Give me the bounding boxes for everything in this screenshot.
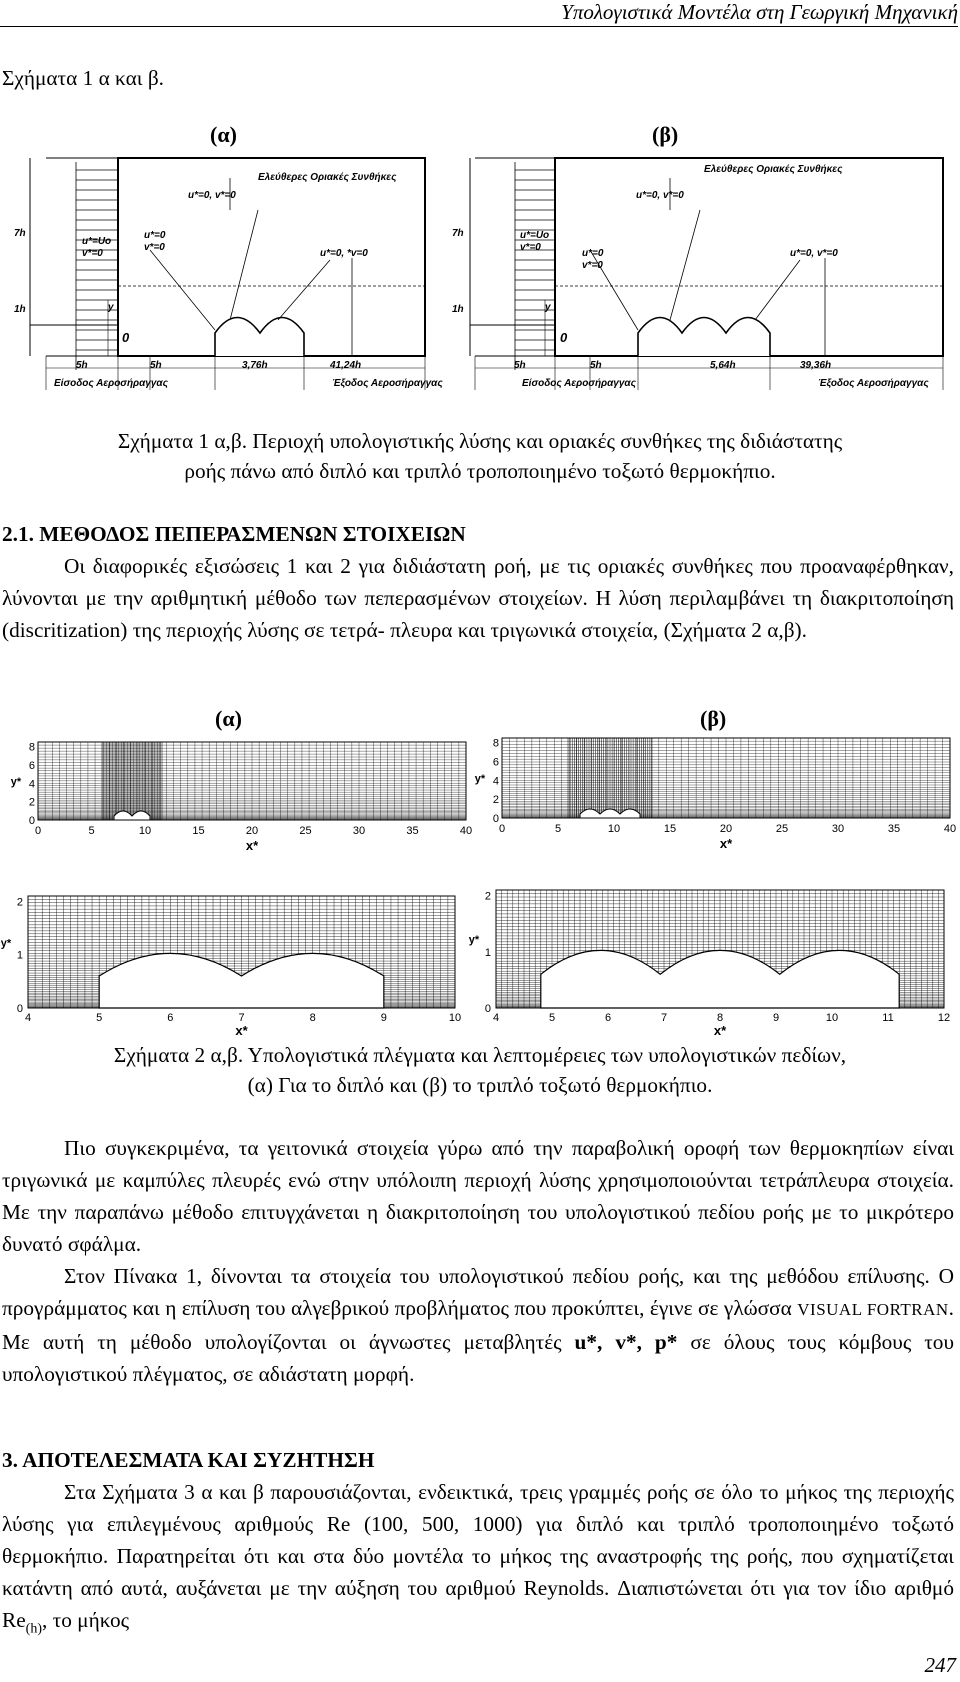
x-tick-label: 35 — [406, 825, 419, 837]
figure1-caption-line1: Σχήματα 1 α,β. Περιοχή υπολογιστικής λύσης και οριακές συνθήκες της διδιάστατης — [117, 429, 843, 453]
x-tick-label: 5 — [554, 823, 562, 835]
figure1-diagrams — [10, 150, 950, 400]
y-tick-label: 2 — [16, 896, 23, 909]
x-tick-label: 35 — [887, 823, 901, 835]
y-b: y — [545, 302, 551, 313]
y-tick-label: 4 — [492, 775, 499, 788]
wall-bc2-a: v*=0 — [144, 242, 165, 253]
x-tick-label: 11 — [882, 1012, 894, 1024]
d3-a: 3,76h — [242, 360, 268, 371]
y-tick-label: 1 — [484, 946, 491, 959]
figure2-meshes — [0, 728, 960, 1038]
y-tick-label: 8 — [492, 737, 499, 750]
x-tick-label: 20 — [719, 823, 733, 835]
y-tick-label: 2 — [28, 796, 35, 809]
d2-b: 5h — [590, 360, 602, 371]
section3-paragraph — [2, 1476, 954, 1645]
h7-b: 7h — [452, 228, 464, 239]
d4-a: 41,24h — [330, 360, 362, 371]
y-tick-label: 8 — [28, 741, 35, 754]
outlet-label-b: Έξοδος Αεροσήραγγας — [818, 378, 929, 389]
solver-text-2: . Με αυτή τη μέθοδο υπολογίζονται οι άγνωστες μεταβλητές — [2, 1296, 954, 1354]
x-tick-label: 40 — [459, 825, 473, 837]
x-tick-label: 8 — [716, 1012, 724, 1024]
outlet-label-a: Έξοδος Αεροσήραγγας — [332, 378, 443, 389]
running-title: Υπολογιστικά Μοντέλα στη Γεωργική Μηχανική — [561, 0, 958, 24]
y-tick-label: 2 — [484, 890, 491, 903]
y-tick-label: 0 — [16, 1003, 23, 1015]
y-a: y — [108, 302, 114, 313]
y-tick-label: 4 — [28, 778, 35, 791]
inlet-label-b: Είσοδος Αεροσήραγγας — [522, 378, 636, 389]
d2-a: 5h — [150, 360, 162, 371]
x-tick-label: 5 — [88, 825, 95, 837]
x-axis-label: x* — [235, 1023, 248, 1038]
section3-subscript: (h) — [25, 1621, 42, 1637]
page-number: 247 — [924, 1653, 956, 1677]
top-bc-a: u*=0, v*=0 — [188, 190, 236, 201]
y-tick-label: 1 — [16, 949, 23, 962]
inlet-bc1-b: u*=Uo — [520, 230, 550, 241]
y-axis-label: y* — [474, 773, 486, 785]
y-tick-label: 0 — [492, 813, 499, 825]
mesh-plot-bottom-b — [469, 890, 950, 1038]
top-bc-b: u*=0, v*=0 — [636, 190, 684, 201]
section3-text: Στα Σχήματα 3 α και β παρουσιάζονται, ενδεικτικά, τρεις γραμμές ροής σε όλο το μήκος της περιοχής λύσης για επιλεγμένους αριθμούς Re (100, 500, 1000) για διπλό και τριπλό τροποποιημένο τοξωτό θερμοκήπιο. Παρατηρείται ότι και στα δύο μοντέλα το μήκος της αναστροφής της ροής, που σχηματίζεται κατάντη από αυτά, αυξάνεται με την αύξηση του αριθμού Reynolds. Διαπιστώνεται ότι για τον ίδιο αριθμό Re — [2, 1480, 954, 1632]
x-tick-label: 20 — [245, 825, 259, 837]
x-tick-label: 8 — [309, 1012, 316, 1024]
figure2-caption — [0, 1040, 960, 1100]
section21-paragraph: Οι διαφορικές εξισώσεις 1 και 2 για διδιάστατη ροή, με τις οριακές συνθήκες που προαναφέρθηκαν, λύνονται με την αριθμητική μέθοδο των πεπερασμένων στοιχείων. Η λύση περιλαμβάνει τη διακριτοποίηση (discritization) της περιοχής λύσης σε τετρά- πλευρα και τριγωνικά στοιχεία, (Σχήματα 2 α,β). — [2, 554, 954, 642]
x-tick-label: 4 — [492, 1012, 500, 1024]
domain-diagram-a — [14, 158, 443, 390]
x-tick-label: 25 — [775, 823, 789, 835]
solver-text-3: σε όλους τους κόμβους του υπολογιστικού πλέγματος, σε αδιάστατη μορφή. — [2, 1330, 955, 1386]
domain-diagram-b — [452, 158, 943, 390]
fig1-label-b: (β) — [652, 122, 679, 147]
figure2-caption-line1: Σχήματα 2 α,β. Υπολογιστικά πλέγματα και λεπτομέρειες των υπολογιστικών πεδίων, — [113, 1043, 847, 1067]
x-tick-label: 40 — [943, 823, 957, 835]
x-tick-label: 6 — [167, 1012, 174, 1024]
x-tick-label: 7 — [238, 1012, 245, 1024]
x-tick-label: 30 — [352, 825, 366, 837]
inlet-label-a: Είσοδος Αεροσήραγγας — [54, 378, 168, 389]
d3-b: 5,64h — [710, 360, 736, 371]
x-tick-label: 10 — [448, 1012, 462, 1024]
x-tick-label: 9 — [380, 1012, 387, 1024]
figure1-caption — [0, 426, 960, 486]
x-axis-label: x* — [245, 838, 259, 853]
mesh-plot-top-a — [11, 742, 472, 853]
y-axis-label: y* — [10, 775, 22, 788]
d1-a: 5h — [76, 360, 88, 371]
y-tick-label: 0 — [28, 815, 35, 827]
y-axis-label: y* — [468, 934, 480, 947]
inlet-bc2-b: v*=0 — [520, 242, 541, 253]
d4-b: 39,36h — [800, 360, 832, 371]
x-tick-label: 25 — [299, 825, 312, 837]
section3-text-end: , το μήκος — [42, 1608, 130, 1632]
y-tick-label: 6 — [28, 759, 35, 772]
zero-b: 0 — [560, 330, 568, 345]
x-axis-label: x* — [713, 1023, 727, 1038]
wall-bc1-b: u*=0 — [582, 248, 604, 259]
x-tick-label: 10 — [825, 1012, 839, 1024]
figure1-caption-line2: ροής πάνω από διπλό και τριπλό τροποποιημένο τοξωτό θερμοκήπιο. — [184, 459, 776, 483]
intro-line: Σχήματα 1 α και β. — [2, 66, 164, 90]
fig2-label-b: (β) — [700, 706, 727, 731]
d1-b: 5h — [514, 360, 526, 371]
x-tick-label: 9 — [772, 1012, 780, 1024]
greenhouse-detail-shape — [541, 950, 899, 1008]
right-bc-b: u*=0, v*=0 — [790, 248, 838, 259]
x-tick-label: 15 — [663, 823, 677, 835]
y-axis-label: y* — [0, 937, 12, 950]
greenhouse-shape — [580, 809, 640, 818]
y-tick-label: 6 — [492, 756, 499, 769]
mesh-plot-bottom-a — [1, 896, 461, 1038]
mesh-plot-top-b — [475, 738, 956, 851]
y-tick-label: 0 — [484, 1003, 491, 1015]
section21-heading: 2.1. ΜΕΘΟΔΟΣ ΠΕΠΕΡΑΣΜΕΝΩΝ ΣΤΟΙΧΕΙΩΝ — [2, 522, 466, 546]
inlet-bc1-a: u*=Uo — [82, 236, 112, 247]
x-tick-label: 6 — [604, 1012, 612, 1024]
x-tick-label: 10 — [138, 825, 152, 837]
h1-b: 1h — [452, 304, 464, 315]
x-tick-label: 0 — [34, 825, 42, 837]
wall-bc2-b: v*=0 — [582, 260, 603, 271]
paragraph-elements: Πιο συγκεκριμένα, τα γειτονικά στοιχεία γύρω από την παραβολική οροφή των θερμοκηπίων είναι τριγωνικά με καμπύλες πλευρές ενώ στην υπόλοιπη περιοχή λύσης χρησιμοποιούνται τετράπλευρα στοιχεία. Με την παραπάνω μέθοδο επιτυγχάνεται η διακριτοποίηση του υπολογιστικού πεδίου ροής με το μικρότερο δυνατό σφάλμα. — [2, 1136, 954, 1256]
y-tick-label: 2 — [492, 794, 499, 807]
x-tick-label: 4 — [24, 1012, 32, 1024]
x-axis-label: x* — [719, 836, 733, 851]
running-header — [0, 0, 958, 27]
x-tick-label: 0 — [498, 823, 506, 835]
h1-a: 1h — [14, 304, 26, 315]
zero-a: 0 — [122, 330, 130, 345]
fig1-label-a: (α) — [210, 122, 237, 147]
free-bc-a: Ελεύθερες Οριακές Συνθήκες — [258, 172, 397, 183]
right-bc-a: u*=0, *v=0 — [320, 248, 368, 259]
inlet-bc2-a: v*=0 — [82, 248, 103, 259]
x-tick-label: 15 — [192, 825, 205, 837]
solver-language: VISUAL FORTRAN — [797, 1300, 949, 1319]
x-tick-label: 5 — [96, 1012, 103, 1024]
free-bc-b: Ελεύθερες Οριακές Συνθήκες — [704, 164, 843, 175]
paragraph-solver — [2, 1260, 954, 1390]
h7-a: 7h — [14, 228, 26, 239]
x-tick-label: 5 — [548, 1012, 556, 1024]
wall-bc1-a: u*=0 — [144, 230, 166, 241]
fig2-label-a: (α) — [215, 706, 242, 731]
solver-variables: u*, v*, p* — [574, 1330, 678, 1354]
figure2-caption-line2: (α) Για το διπλό και (β) το τριπλό τοξωτό θερμοκήπιο. — [247, 1073, 713, 1097]
x-tick-label: 12 — [937, 1012, 951, 1024]
solver-text-1: Στον Πίνακα 1, δίνονται τα στοιχεία του υπολογιστικού πεδίου ροής, και της μεθόδου επίλυσης. Ο προγράμματος και η επίλυση του αλγεβρικού προβλήματος που προκύπτει, έγινε σε γλώσσα — [2, 1264, 954, 1320]
section3-heading: 3. ΑΠΟΤΕΛΕΣΜΑΤΑ ΚΑΙ ΣΥΖΗΤΗΣΗ — [2, 1448, 375, 1472]
x-tick-label: 30 — [831, 823, 845, 835]
x-tick-label: 10 — [607, 823, 621, 835]
x-tick-label: 7 — [660, 1012, 668, 1024]
